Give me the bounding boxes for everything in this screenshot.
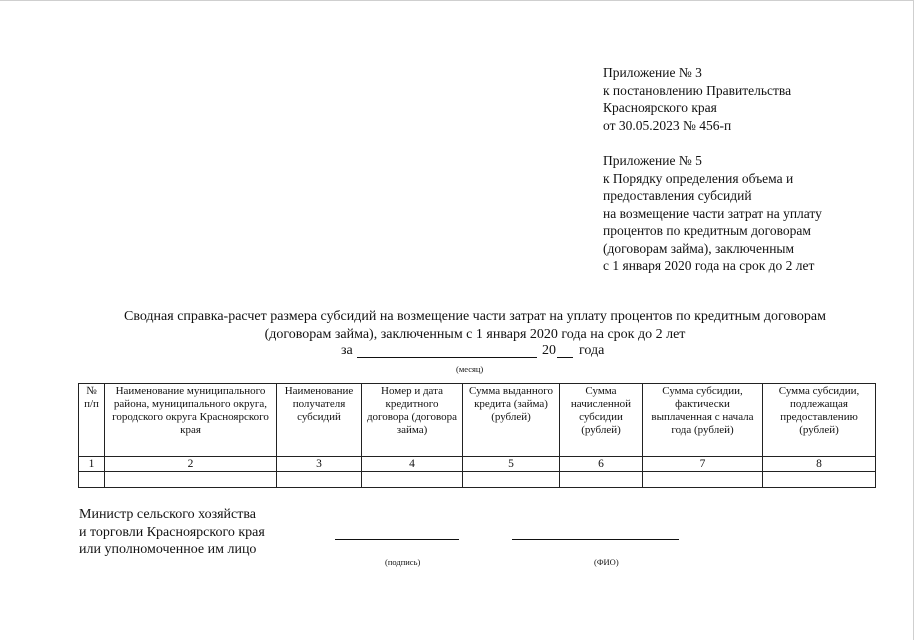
table-number-cell: 2 [105, 457, 277, 472]
table-header-cell: Сумма начисленной субсидии (рублей) [560, 384, 643, 457]
table-empty-cell [560, 472, 643, 488]
table-number-cell: 4 [362, 457, 463, 472]
table-number-cell: 3 [277, 457, 362, 472]
appendix-line: процентов по кредитным договорам [603, 223, 811, 238]
appendix-line: с 1 января 2020 года на срок до 2 лет [603, 258, 815, 273]
signer-line: и торговли Красноярского края [79, 524, 265, 540]
signer-block [79, 506, 265, 559]
page-edge-top [0, 0, 914, 1]
title-line-1: Сводная справка-расчет размера субсидий на возмещение части затрат на уплату процентов по кредитным договорам [123, 309, 826, 324]
table-header-cell: Сумма субсидии, фактически выплаченная с начала года (рублей) [643, 384, 763, 457]
table-header-cell: Сумма субсидии, подлежащая предоставлению (рублей) [763, 384, 876, 457]
table-header-cell: Номер и дата кредитного договора (договора займа) [362, 384, 463, 457]
table-number-cell: 7 [643, 457, 763, 472]
signer-line: Министр сельского хозяйства [79, 507, 256, 522]
appendix-line: Приложение № 3 [603, 65, 702, 80]
table-number-row [79, 457, 876, 472]
signature-hint: (подпись) [385, 557, 421, 567]
table-header-cell: Наименование муниципального района, муниципального округа, городского округа Красноярского края [105, 384, 277, 457]
year-fill-line [557, 357, 573, 358]
appendix-line: Приложение № 5 [603, 153, 702, 168]
table-empty-cell [79, 472, 105, 488]
month-fill-line [357, 357, 537, 358]
table-empty-row [79, 472, 876, 488]
signature-fill-line [335, 539, 459, 540]
table-empty-cell [362, 472, 463, 488]
appendix-3-block [603, 64, 903, 134]
appendix-line: на возмещение части затрат на уплату [603, 205, 822, 221]
signer-line: или уполномоченное им лицо [79, 542, 257, 557]
month-hint: (месяц) [456, 364, 484, 374]
appendix-line: Красноярского края [603, 100, 717, 115]
name-fill-line [512, 539, 679, 540]
title-line-2: (договорам займа), заключенным с 1 января 2020 года на срок до 2 лет [264, 327, 686, 342]
table-number-cell: 5 [463, 457, 560, 472]
table-empty-cell [105, 472, 277, 488]
appendix-line: к Порядку определения объема и [603, 170, 794, 186]
table-number-cell: 1 [79, 457, 105, 472]
document-title [60, 308, 890, 344]
table-header-cell: Сумма выданного кредита (займа) (рублей) [463, 384, 560, 457]
table-empty-cell [643, 472, 763, 488]
appendix-line: предоставления субсидий [603, 188, 752, 203]
table-header-cell: Наименование получателя субсидий [277, 384, 362, 457]
subsidy-table [78, 383, 876, 488]
appendix-line: к постановлению Правительства [603, 82, 792, 98]
table-empty-cell [277, 472, 362, 488]
appendix-5-block [603, 152, 903, 275]
period-year-prefix: 20 [542, 343, 556, 358]
period-suffix: года [579, 343, 605, 358]
appendix-line: (договорам займа), заключенным [603, 240, 795, 256]
table-header-cell: № п/п [79, 384, 105, 457]
name-hint: (ФИО) [594, 557, 619, 567]
appendix-line: от 30.05.2023 № 456-п [603, 117, 732, 133]
period-prefix: за [341, 343, 353, 358]
table-number-cell: 6 [560, 457, 643, 472]
table-header-row [79, 384, 876, 457]
table-empty-cell [763, 472, 876, 488]
table-empty-cell [463, 472, 560, 488]
table-number-cell: 8 [763, 457, 876, 472]
